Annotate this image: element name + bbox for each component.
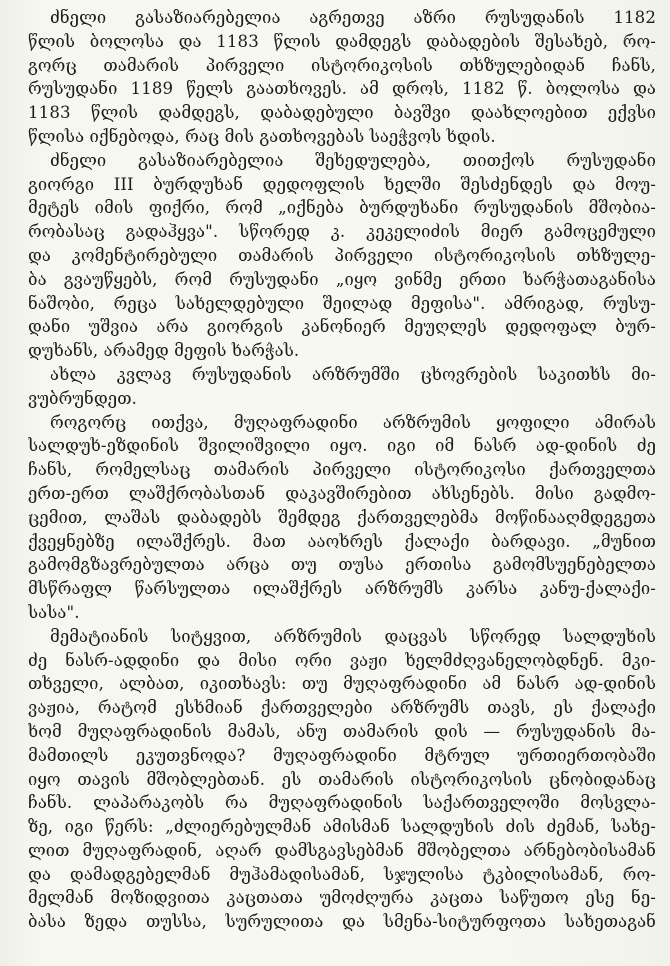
text-line: ზე, იგი წერს: „ძლიერებულმან ამისმან სალდუხის ძის ძემან, სახე-: [28, 817, 656, 837]
text-line: წლისა იქნებოდა, რაც მის გათხოვებას საეჭვოს ხდის.: [28, 126, 496, 146]
text-line: ჩანს, რომელსაც თამარის პირველი ისტორიკოსი ქართველთა: [28, 460, 656, 480]
text-line: გიორგი III ბურდუხან დედოფლის ხელში შესძენდეს და მოუ-: [28, 174, 656, 194]
text-line: 1183 წლის დამდეგს, დაბადებული ბავშვი დაახლოებით ექვსი: [28, 103, 656, 123]
text-line: სალდუხ-ეზდინის შვილიშვილი იყო. იგი იმ ნასრ ად-დინის ძე: [28, 436, 656, 456]
text-line: მსწრაფლ წარსულთა ილაშქრეს არზრუმს კარსა კანუ-ქალაქი-: [28, 579, 656, 599]
text-line: ბასა ზედა თუსსა, სურულითა და სმენა-სიტურფოთა სახეთაგან: [28, 912, 656, 932]
text-line: ნაშობი, რეცა სახელდებული შეილად მეფისა". ამრიგად, რუსუ-: [28, 293, 656, 313]
text-line: იყო თავის მშობლებთან. ეს თამარის ისტორიკოსის ცნობიდანაც: [28, 769, 656, 789]
text-line: ძე ნასრ-ადდინი და მისი ორი ვაჟი ხელმძღვანელობდნენ. მკი-: [28, 650, 656, 670]
text-line: გორც თამარის პირველი ისტორიკოსის თხზულებიდან ჩანს,: [28, 55, 656, 75]
text-line: მეტეს იმის ფიქრი, რომ „იქნება ბურდუხანი რუსუდანის მშობია-: [28, 198, 656, 218]
text-line: ძნელი გასაზიარებელია აგრეთვე აზრი რუსუდანის 1182: [50, 8, 656, 27]
text-line: მელმან მოზიდვითა კაცთათა უმოძღურა კაცთა საწუთო ესე ნე-: [28, 888, 656, 908]
text-line: ქვეყნებზე ილაშქრეს. მათ ააოხრეს ქალაქი ბარდავი. „მუნით: [28, 531, 656, 551]
text-line: ერთ-ერთ ლაშქრობასთან დაკავშირებით ახსენებს. მისი გადმო-: [28, 483, 656, 503]
text-line: ჩანს. ლაპარაკობს რა მუღაფრადინის საქართველოში მოსვლა-: [28, 793, 656, 813]
text-line: ვუბრუნდეთ.: [28, 388, 137, 408]
text-line: დუხანს, არამედ მეფის ხარჭას.: [28, 341, 300, 361]
text-line: მამთილს ეკუთვნოდა? მუღაფრადინი მტრულ ურთიერთობაში: [28, 745, 656, 765]
text-line: სასა".: [28, 602, 80, 622]
text-line: მემატიანის სიტყვით, არზრუმის დაცვას სწორედ სალდუხის: [50, 626, 656, 646]
text-line: ვაჟია, რატომ ესხმიან ქართველები არზრუმს თავს, ეს ქალაქი: [28, 698, 656, 718]
text-line: ახლა კვლავ რუსუდანის არზრუმში ცხოვრების საკითხს მი-: [50, 364, 656, 384]
text-line: და დამადგებელმან მუჰამადისამან, სჯულისა ტკბილისამან, რო-: [28, 864, 656, 884]
text-line: წლის ბოლოსა და 1183 წლის დამდეგს დაბადების შესახებ, რო-: [28, 31, 656, 51]
text-line: ხომ მუღაფრადინის მამას, ანუ თამარის დის — რუსუდანის მა-: [28, 721, 656, 741]
text-line: გამომგზავრებულთა არცა თუ თუსა ერთისა გამომსუენებელთა: [28, 555, 656, 575]
text-line: რუსუდანი 1189 წელს გაათხოვეს. ამ დროს, 1182 წ. ბოლოსა და: [28, 79, 656, 99]
text-line: რობასაც გადაჰყვა". სწორედ კ. კეკელიძის მიერ გამოცემული: [28, 222, 656, 242]
text-line: დანი უშვია არა გიორგის კანონიერ მეუღლეს დედოფალ ბურ-: [28, 317, 656, 337]
text-line: ლით მუღაფრადინ, აღარ დამსგავსებმან მშობელთა არნებობისამან: [28, 840, 656, 860]
text-block: [28, 6, 656, 934]
text-line: ბა გვაუწყებს, რომ რუსუდანი „იყო ვინმე ერთი ხარჭათაგანისა: [28, 269, 656, 289]
text-line: ძნელი გასაზიარებელია შეხედულება, თითქოს რუსუდანი: [50, 150, 656, 170]
text-line: თხველი, ალბათ, იკითხავს: თუ მუღაფრადინი ამ ნასრ ად-დინის: [28, 674, 656, 694]
text-line: როგორც ითქვა, მუღაფრადინი არზრუმის ყოფილი ამირას: [50, 412, 656, 432]
text-line: ცემით, ლაშას დაბადებს შემდეგ ქართველებმა მოწინააღმდეგეთა: [28, 507, 656, 527]
text-line: და კომენტირებული თამარის პირველი ისტორიკოსის თხზულე-: [28, 245, 656, 265]
